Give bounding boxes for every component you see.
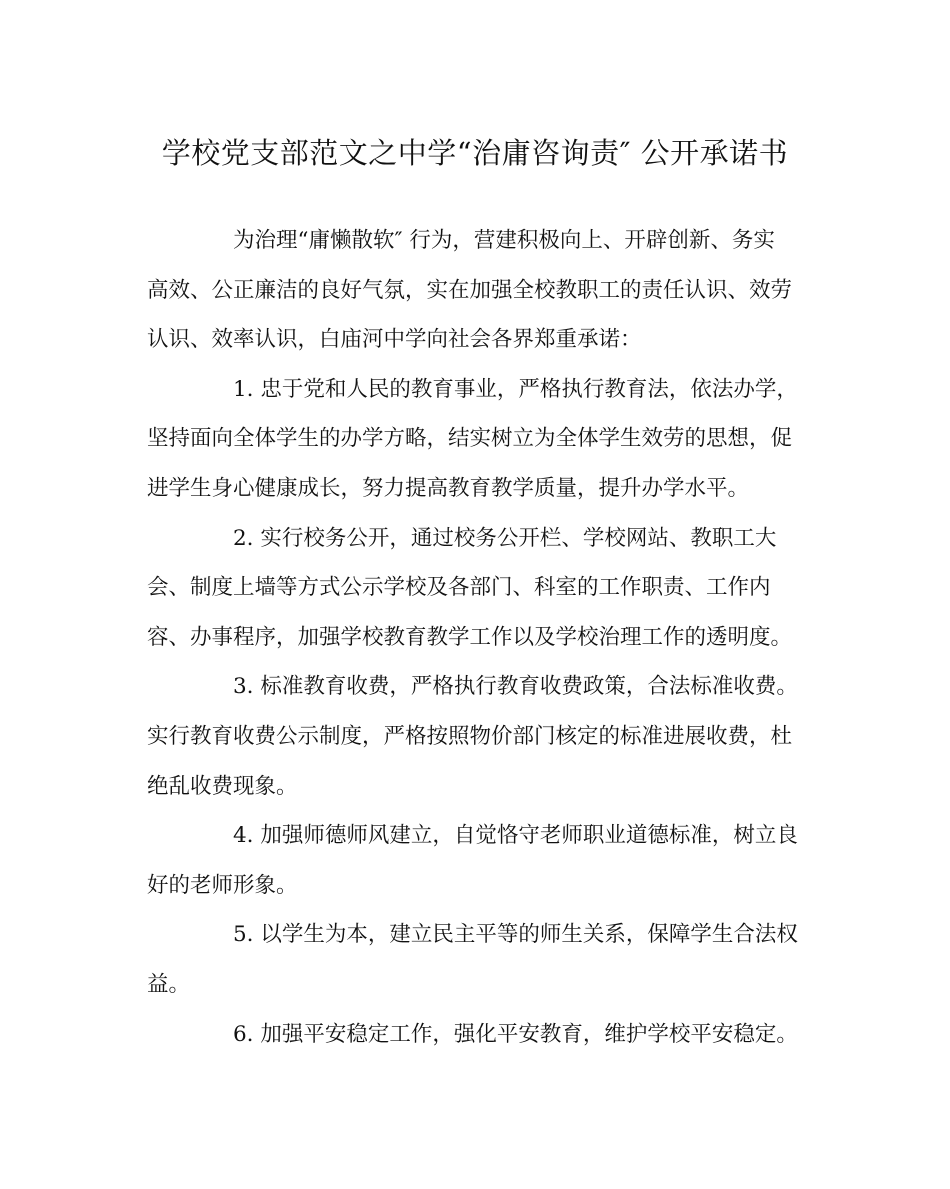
paragraph-item-5 bbox=[147, 910, 803, 1009]
text-line: 绝乱收费现象。 bbox=[147, 773, 298, 799]
text-line: 坚持面向全体学生的办学方略，结实树立为全体学生效劳的思想，促 bbox=[147, 426, 793, 452]
text-line: 会、制度上墙等方式公示学校及各部门、科室的工作职责、工作内 bbox=[147, 575, 771, 601]
paragraph-item-1 bbox=[147, 365, 803, 514]
text-line: 为治理“庸懒散软″ 行为，营建积极向上、开辟创新、务实 bbox=[233, 228, 775, 253]
document-title: 学校党支部范文之中学“治庸咨询责″ 公开承诺书 bbox=[161, 136, 789, 170]
text-line: 认识、效率认识，白庙河中学向社会各界郑重承诺： bbox=[147, 327, 642, 353]
paragraph-item-2 bbox=[147, 514, 803, 663]
text-line: 益。 bbox=[147, 971, 191, 997]
text-line: 高效、公正廉洁的良好气氛，实在加强全校教职工的责任认识、效劳 bbox=[147, 277, 793, 303]
paragraph-item-3 bbox=[147, 662, 803, 811]
text-line: 实行教育收费公示制度，严格按照物价部门核定的标准进展收费，杜 bbox=[147, 723, 793, 749]
text-line: 容、办事程序，加强学校教育教学工作以及学校治理工作的透明度。 bbox=[147, 624, 793, 650]
paragraph-intro bbox=[147, 216, 803, 365]
text-line: 4. 加强师德师风建立，自觉恪守老师职业道德标准，树立良 bbox=[233, 823, 798, 849]
document-body bbox=[147, 216, 803, 1059]
text-line: 1. 忠于党和人民的教育事业，严格执行教育法，依法办学， bbox=[233, 376, 798, 402]
text-line: 好的老师形象。 bbox=[147, 872, 298, 898]
text-line: 5. 以学生为本，建立民主平等的师生关系，保障学生合法权 bbox=[233, 922, 798, 948]
text-line: 2. 实行校务公开，通过校务公开栏、学校网站、教职工大 bbox=[233, 525, 777, 551]
paragraph-item-6 bbox=[147, 1010, 803, 1060]
text-line: 6. 加强平安稳定工作，强化平安教育，维护学校平安稳定。 bbox=[233, 1021, 798, 1047]
text-line: 进学生身心健康成长，努力提高教育教学质量，提升办学水平。 bbox=[147, 475, 750, 501]
paragraph-item-4 bbox=[147, 811, 803, 910]
text-line: 3. 标准教育收费，严格执行教育收费政策，合法标准收费。 bbox=[233, 674, 798, 700]
